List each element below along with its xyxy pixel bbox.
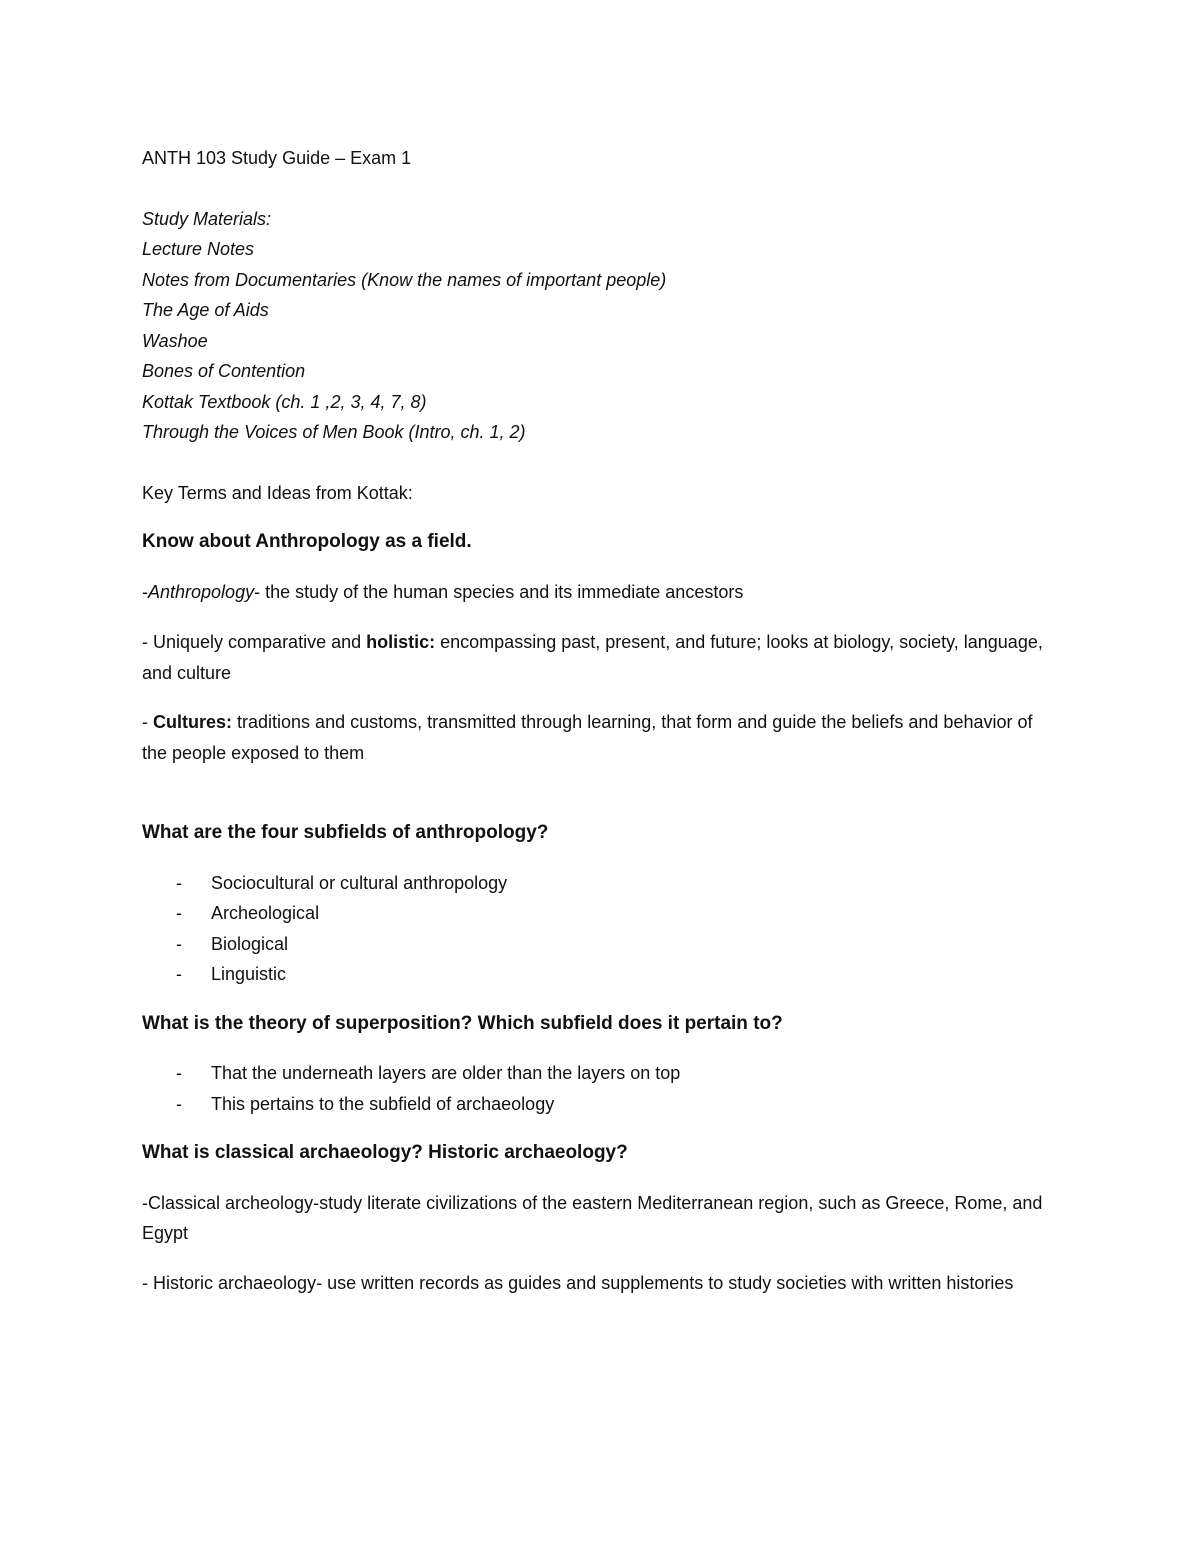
document-title: ANTH 103 Study Guide – Exam 1 xyxy=(142,148,412,168)
study-material-item: Kottak Textbook (ch. 1 ,2, 3, 4, 7, 8) xyxy=(142,391,427,412)
list-item xyxy=(142,1058,1062,1089)
section-heading-subfields: What are the four subfields of anthropology? xyxy=(142,822,549,843)
study-material-item: Washoe xyxy=(142,330,208,351)
subfields-list xyxy=(142,868,1062,990)
list-item xyxy=(142,868,1062,899)
bullet-dash: - xyxy=(176,872,182,893)
definition-lead: - xyxy=(142,581,148,602)
definition-classical-archaeology: -Classical archeology-study literate civilizations of the eastern Mediterranean region, such as Greece, Rome, and Egypt xyxy=(142,1192,1043,1243)
list-item-text: That the underneath layers are older than the layers on top xyxy=(211,1063,681,1083)
bullet-dash: - xyxy=(176,903,182,923)
definition-anthropology xyxy=(142,577,1062,608)
list-item-text: Sociocultural or cultural anthropology xyxy=(211,872,508,893)
study-materials-block xyxy=(142,204,1062,448)
list-item xyxy=(142,1089,1062,1120)
study-material-item: Through the Voices of Men Book (Intro, ch. 1, 2) xyxy=(142,422,526,442)
definition-term: Anthropology xyxy=(148,581,255,602)
list-item xyxy=(142,898,1062,929)
bullet-dash: - xyxy=(176,1063,182,1083)
study-material-item: Lecture Notes xyxy=(142,239,255,259)
list-item-text: Linguistic xyxy=(211,964,287,984)
document-body xyxy=(142,143,1062,1298)
study-material-item: Notes from Documentaries (Know the names of important people) xyxy=(142,269,667,290)
definition-text: - the study of the human species and its immediate ancestors xyxy=(254,581,744,602)
definition-holistic xyxy=(142,627,1062,688)
definition-text: traditions and customs, transmitted through learning, that form and guide the beliefs and behavior of the people exposed to them xyxy=(142,712,1033,763)
definition-lead: - Uniquely comparative and xyxy=(142,632,367,652)
definition-cultures xyxy=(142,707,1062,768)
list-item xyxy=(142,959,1062,990)
list-item-text: This pertains to the subfield of archaeology xyxy=(211,1093,555,1114)
superposition-list xyxy=(142,1058,1062,1119)
section-heading-anthropology-field: Know about Anthropology as a field. xyxy=(142,531,472,552)
definition-historic-archaeology: - Historic archaeology- use written records as guides and supplements to study societies with written histories xyxy=(142,1272,1014,1293)
study-material-item: Bones of Contention xyxy=(142,361,306,381)
list-item-text: Biological xyxy=(211,933,289,954)
list-item-text: Archeological xyxy=(211,903,320,923)
study-materials-heading: Study Materials: xyxy=(142,208,272,229)
definition-term: holistic: xyxy=(366,632,436,652)
bullet-dash: - xyxy=(176,1093,182,1114)
key-terms-heading: Key Terms and Ideas from Kottak: xyxy=(142,482,413,503)
section-heading-archaeology-types: What is classical archaeology? Historic archaeology? xyxy=(142,1142,628,1163)
definition-term: Cultures: xyxy=(153,712,233,732)
bullet-dash: - xyxy=(176,933,182,954)
bullet-dash: - xyxy=(176,964,182,984)
study-material-item: The Age of Aids xyxy=(142,300,269,320)
definition-text: encompassing past, present, and future; looks at biology, society, language, and culture xyxy=(142,632,1043,683)
definition-lead: - xyxy=(142,712,153,732)
section-heading-superposition: What is the theory of superposition? Which subfield does it pertain to? xyxy=(142,1012,783,1034)
list-item xyxy=(142,929,1062,960)
